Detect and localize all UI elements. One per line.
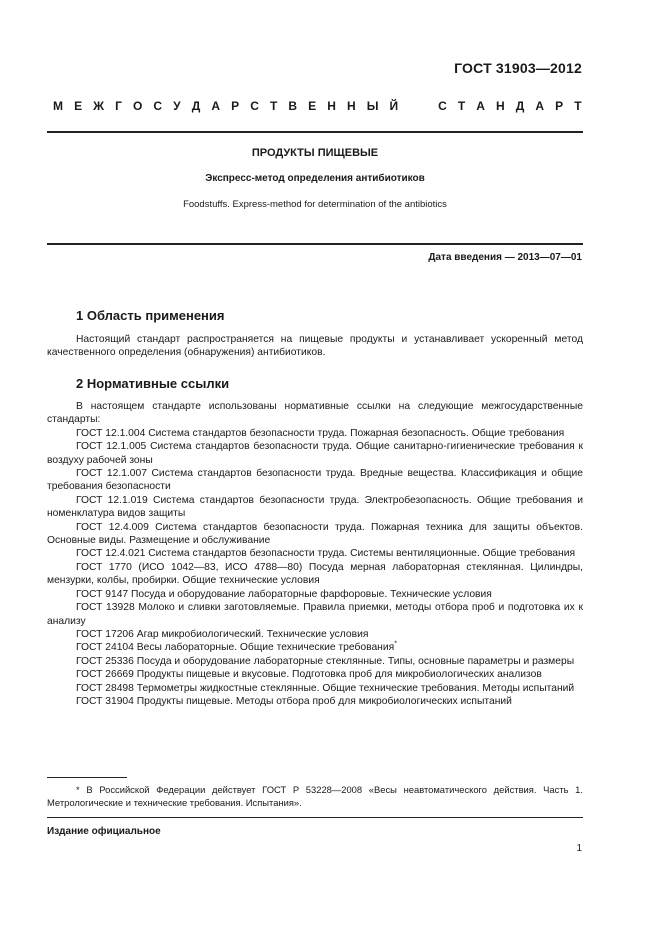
- reference-item: ГОСТ 17206 Агар микробиологический. Технические условия: [76, 628, 369, 640]
- interstate-letter: Д: [515, 99, 525, 113]
- interstate-letter: Ж: [93, 99, 105, 113]
- reference-item: ГОСТ 28498 Термометры жидкостные стеклянные. Общие технические требования. Методы испытаний: [76, 682, 575, 694]
- page-number: 1: [576, 843, 582, 854]
- interstate-letter: [409, 99, 412, 113]
- interstate-letter: М: [53, 99, 63, 113]
- interstate-letter: Е: [308, 99, 317, 113]
- title-divider: [47, 243, 583, 245]
- interstate-letter: [424, 99, 427, 113]
- section-1-paragraph: Настоящий стандарт распространяется на пищевые продукты и устанавливает ускоренный метод качественного определения (обнаружения) антибиотиков.: [47, 334, 583, 359]
- interstate-letter: Н: [496, 99, 505, 113]
- interstate-letter: Р: [555, 99, 564, 113]
- official-edition-label: Издание официальное: [47, 826, 161, 837]
- interstate-letter: А: [476, 99, 485, 113]
- normative-references: [47, 400, 583, 708]
- reference-list: [47, 427, 583, 709]
- interstate-letter: Н: [346, 99, 356, 113]
- reference-item: ГОСТ 12.1.019 Система стандартов безопасности труда. Электробезопасность. Общие требования и номенклатура видов защиты: [47, 494, 583, 520]
- footnote-marker: *: [394, 640, 397, 648]
- interstate-letter: Г: [115, 99, 122, 113]
- interstate-standard-label: [53, 99, 582, 113]
- reference-item: ГОСТ 9147 Посуда и оборудование лабораторные фарфоровые. Технические условия: [76, 588, 492, 600]
- interstate-letter: А: [211, 99, 221, 113]
- reference-item: ГОСТ 26669 Продукты пищевые и вкусовые. Подготовка проб для микробиологических анализов: [76, 669, 542, 681]
- footnote-text: * В Российской Федерации действует ГОСТ Р 53228—2008 «Весы неавтоматического действия. Часть 1. Метрологические и технические требования. Испытания».: [47, 784, 583, 808]
- reference-item: ГОСТ 1770 (ИСО 1042—83, ИСО 4788—80) Посуда мерная лабораторная стеклянная. Цилиндры, мензурки, колбы, пробирки. Общие технические условия: [47, 561, 583, 587]
- interstate-letter: Д: [191, 99, 201, 113]
- reference-item: ГОСТ 13928 Молоко и сливки заготовляемые. Правила приемки, методы отбора проб и подготовка их к анализу: [47, 602, 583, 627]
- reference-item: ГОСТ 12.1.004 Система стандартов безопасности труда. Пожарная безопасность. Общие требования: [76, 427, 565, 439]
- reference-item: ГОСТ 12.1.007 Система стандартов безопасности труда. Вредные вещества. Классификация и общие требования безопасности: [47, 468, 583, 493]
- section-2-heading: 2 Нормативные ссылки: [76, 376, 230, 391]
- interstate-letter: Т: [269, 99, 278, 113]
- introduction-date: Дата введения — 2013—07—01: [428, 252, 582, 263]
- footer-divider: [47, 817, 583, 818]
- reference-item: ГОСТ 12.4.021 Система стандартов безопасности труда. Системы вентиляционные. Общие требования: [76, 548, 576, 560]
- section-1-heading: 1 Область применения: [76, 308, 225, 323]
- footnote: [47, 783, 583, 809]
- reference-item: ГОСТ 12.1.005 Система стандартов безопасности труда. Общие санитарно-гигиенические требования к воздуху рабочей зоны: [47, 441, 583, 466]
- references-intro: В настоящем стандарте использованы нормативные ссылки на следующие межгосударственные стандарты:: [47, 401, 583, 426]
- reference-item: ГОСТ 31904 Продукты пищевые. Методы отбора проб для микробиологических испытаний: [76, 695, 512, 707]
- interstate-letter: С: [153, 99, 163, 113]
- standard-number: ГОСТ 31903—2012: [454, 60, 582, 76]
- reference-item: ГОСТ 24104 Весы лабораторные. Общие технические требования*: [76, 640, 397, 654]
- interstate-letter: О: [133, 99, 143, 113]
- reference-item: ГОСТ 12.4.009 Система стандартов безопасности труда. Пожарная техника для защиты объектов. Основные виды. Размещение и обслуживание: [47, 521, 583, 547]
- interstate-letter: С: [250, 99, 259, 113]
- interstate-letter: Е: [74, 99, 83, 113]
- footnote-divider: [47, 777, 127, 778]
- interstate-letter: У: [173, 99, 181, 113]
- interstate-letter: В: [288, 99, 298, 113]
- interstate-letter: Т: [574, 99, 582, 113]
- english-title: Foodstuffs. Express-method for determination of the antibiotics: [183, 199, 447, 210]
- interstate-letter: Т: [457, 99, 466, 113]
- document-subtitle: Экспресс-метод определения антибиотиков: [205, 173, 425, 184]
- reference-item: ГОСТ 25336 Посуда и оборудование лабораторные стеклянные. Типы, основные параметры и размеры: [76, 655, 575, 667]
- document-title: ПРОДУКТЫ ПИЩЕВЫЕ: [251, 147, 379, 159]
- interstate-letter: Ы: [366, 99, 379, 113]
- interstate-letter: С: [438, 99, 447, 113]
- interstate-letter: А: [535, 99, 545, 113]
- section-1-text: [47, 333, 583, 360]
- interstate-letter: Н: [327, 99, 336, 113]
- interstate-letter: Й: [389, 99, 399, 113]
- interstate-letter: Р: [231, 99, 240, 113]
- top-divider: [47, 131, 583, 133]
